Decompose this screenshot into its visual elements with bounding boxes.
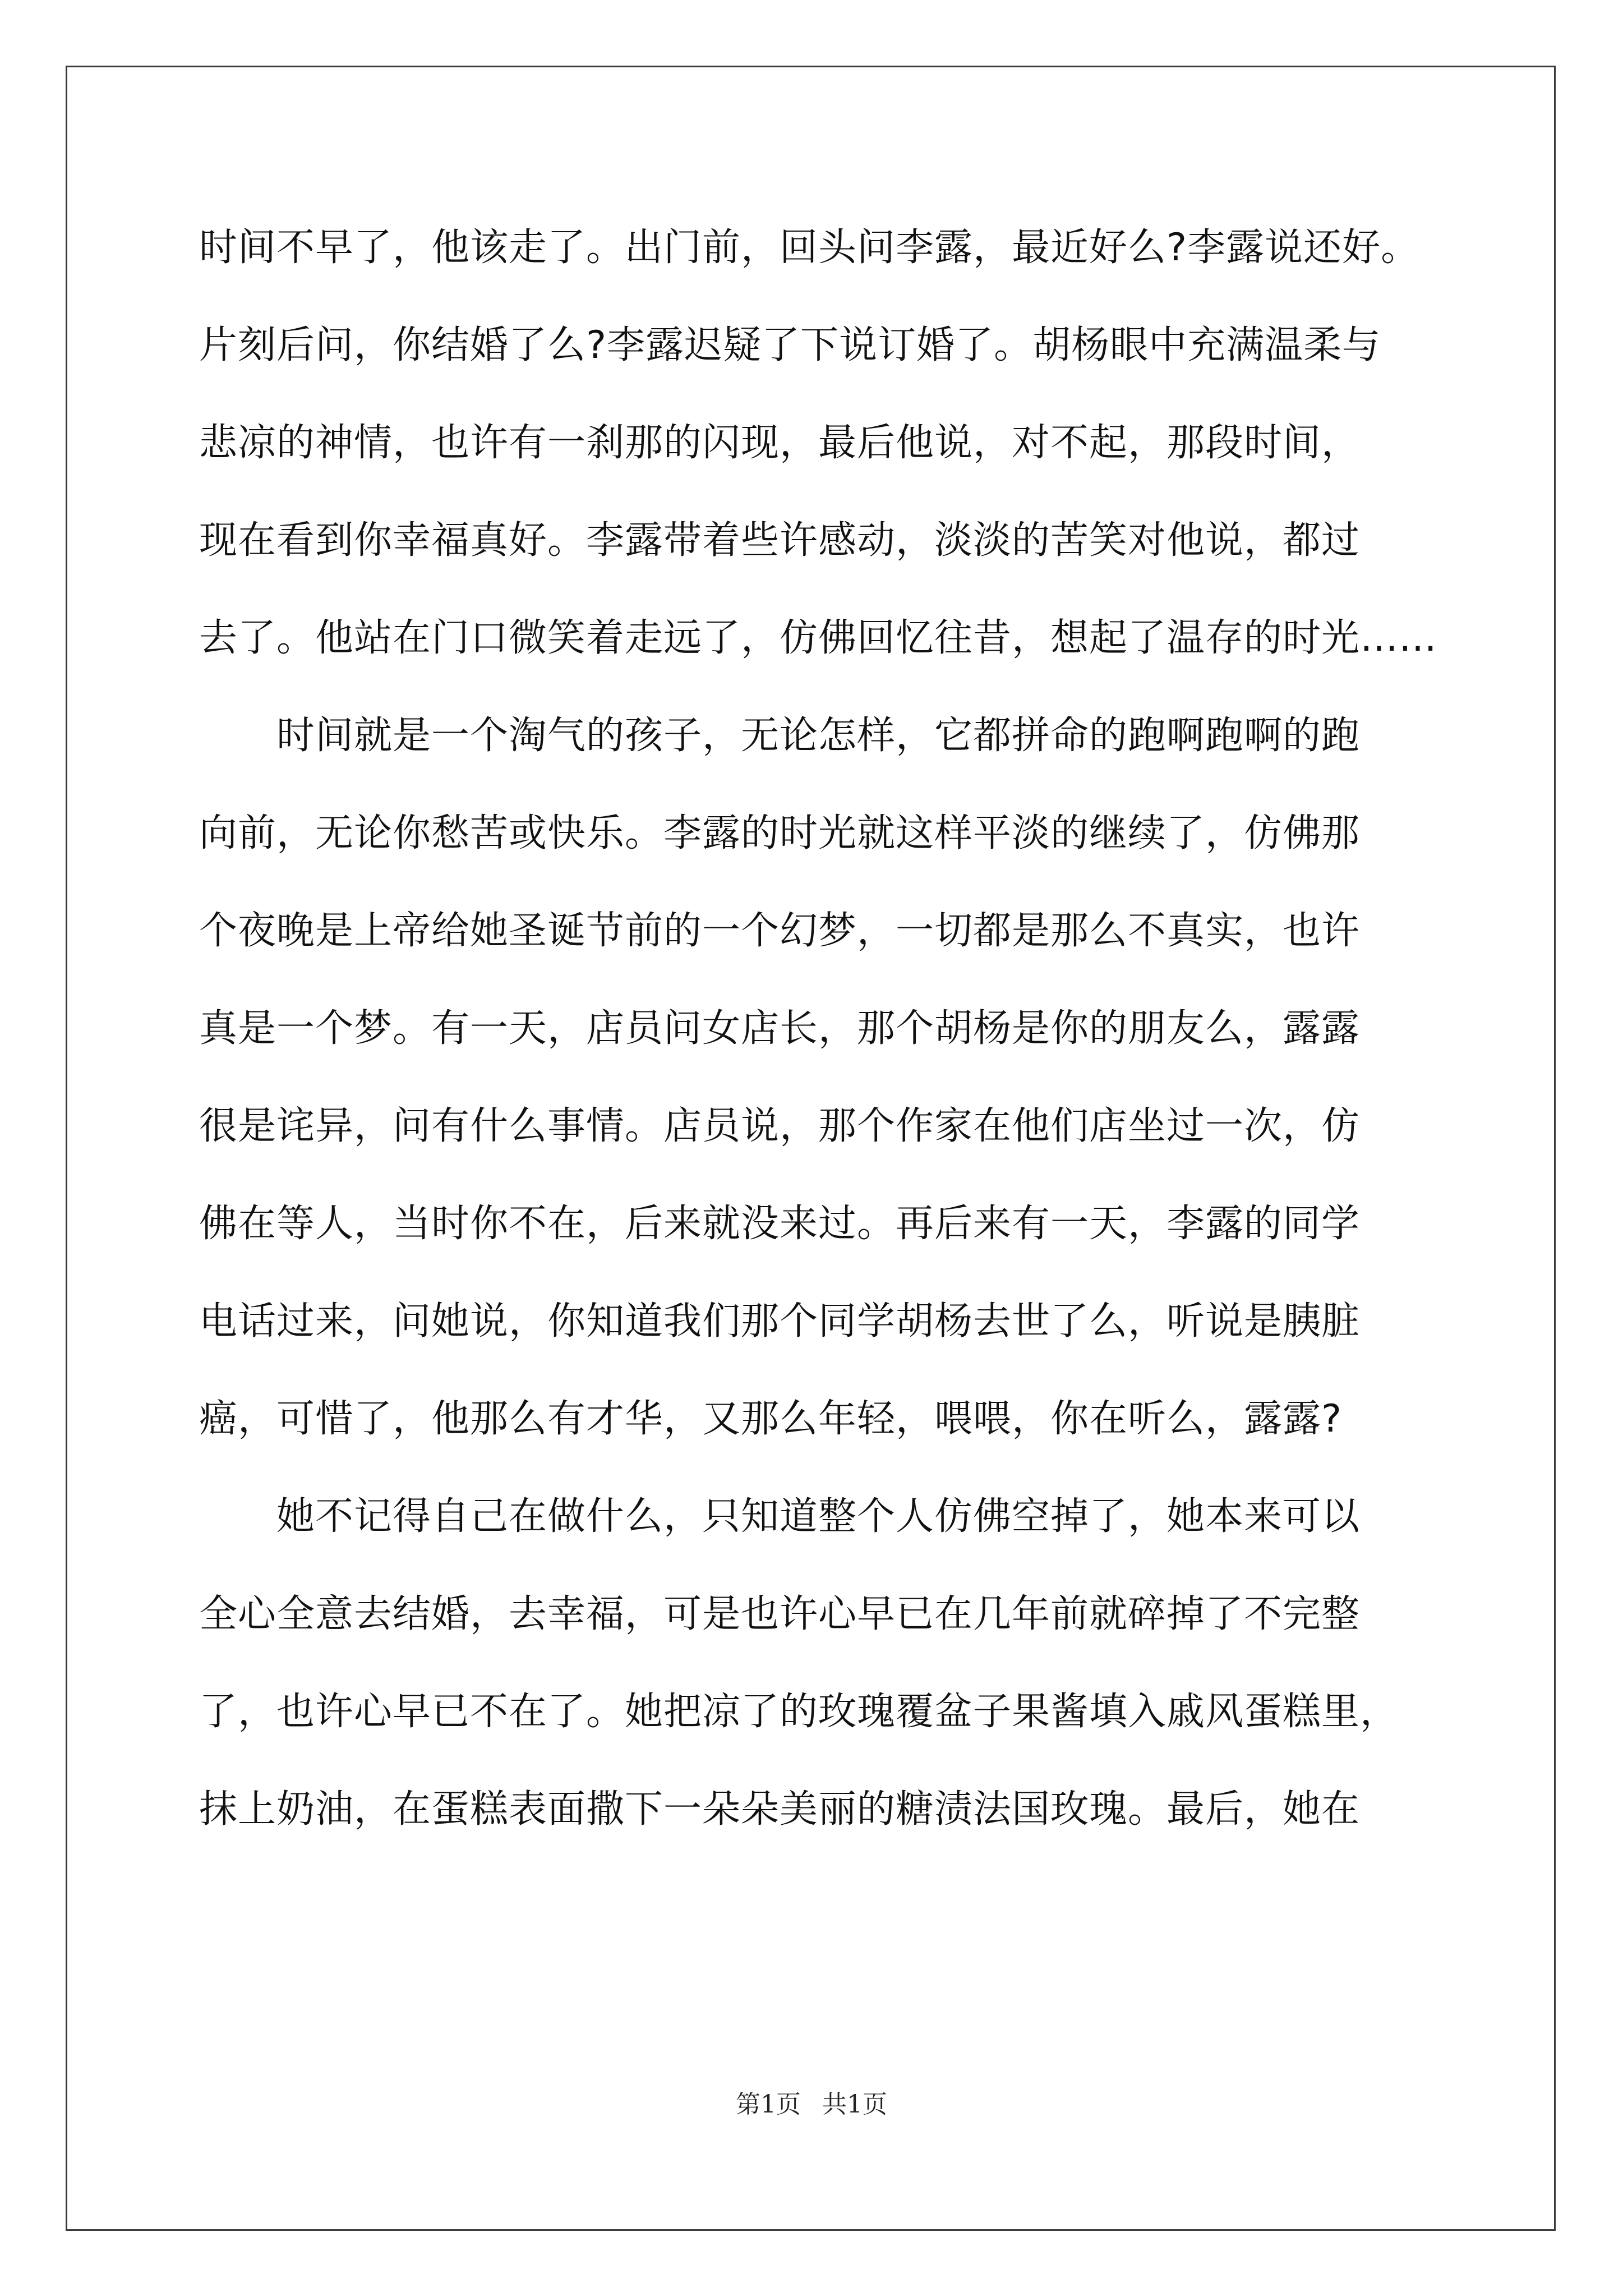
text-line: 去了。他站在门口微笑着走远了，仿佛回忆往昔，想起了温存的时光…… <box>199 616 1438 660</box>
text-line: 很是诧异，问有什么事情。店员说，那个作家在他们店坐过一次，仿 <box>199 1104 1361 1148</box>
text-line: 时间就是一个淘气的孩子，无论怎样，它都拼命的跑啊跑啊的跑 <box>276 714 1361 758</box>
text-line: 个夜晚是上帝给她圣诞节前的一个幻梦，一切都是那么不真实，也许 <box>199 909 1361 953</box>
page-footer <box>0 2088 1623 2122</box>
text-line: 悲凉的神情，也许有一刹那的闪现，最后他说，对不起，那段时间， <box>199 421 1361 465</box>
text-line: 全心全意去结婚，去幸福，可是也许心早已在几年前就碎掉了不完整 <box>199 1592 1361 1636</box>
text-line: 片刻后问，你结婚了么?李露迟疑了下说订婚了。胡杨眼中充满温柔与 <box>199 323 1381 367</box>
text-line: 抹上奶油，在蛋糕表面撒下一朵朵美丽的糖渍法国玫瑰。最后，她在 <box>199 1787 1361 1832</box>
text-line: 向前，无论你愁苦或快乐。李露的时光就这样平淡的继续了，仿佛那 <box>199 811 1361 855</box>
text-line: 时间不早了，他该走了。出门前，回头问李露，最近好么?李露说还好。 <box>199 226 1420 270</box>
page-total: 共1页 <box>822 2090 887 2119</box>
text-line: 癌，可惜了，他那么有才华，又那么年轻，喂喂，你在听么，露露? <box>199 1397 1343 1441</box>
text-line: 现在看到你幸福真好。李露带着些许感动，淡淡的苦笑对他说，都过 <box>199 518 1361 563</box>
text-line: 电话过来，问她说，你知道我们那个同学胡杨去世了么，听说是胰脏 <box>199 1299 1361 1343</box>
page-number: 第1页 <box>736 2090 801 2119</box>
text-line: 了，也许心早已不在了。她把凉了的玫瑰覆盆子果酱填入戚风蛋糕里， <box>199 1690 1399 1734</box>
text-line: 她不记得自己在做什么，只知道整个人仿佛空掉了，她本来可以 <box>276 1494 1361 1539</box>
text-line: 真是一个梦。有一天，店员问女店长，那个胡杨是你的朋友么，露露 <box>199 1006 1361 1051</box>
document-body <box>199 220 1438 1879</box>
text-line: 佛在等人，当时你不在，后来就没来过。再后来有一天，李露的同学 <box>199 1202 1361 1246</box>
